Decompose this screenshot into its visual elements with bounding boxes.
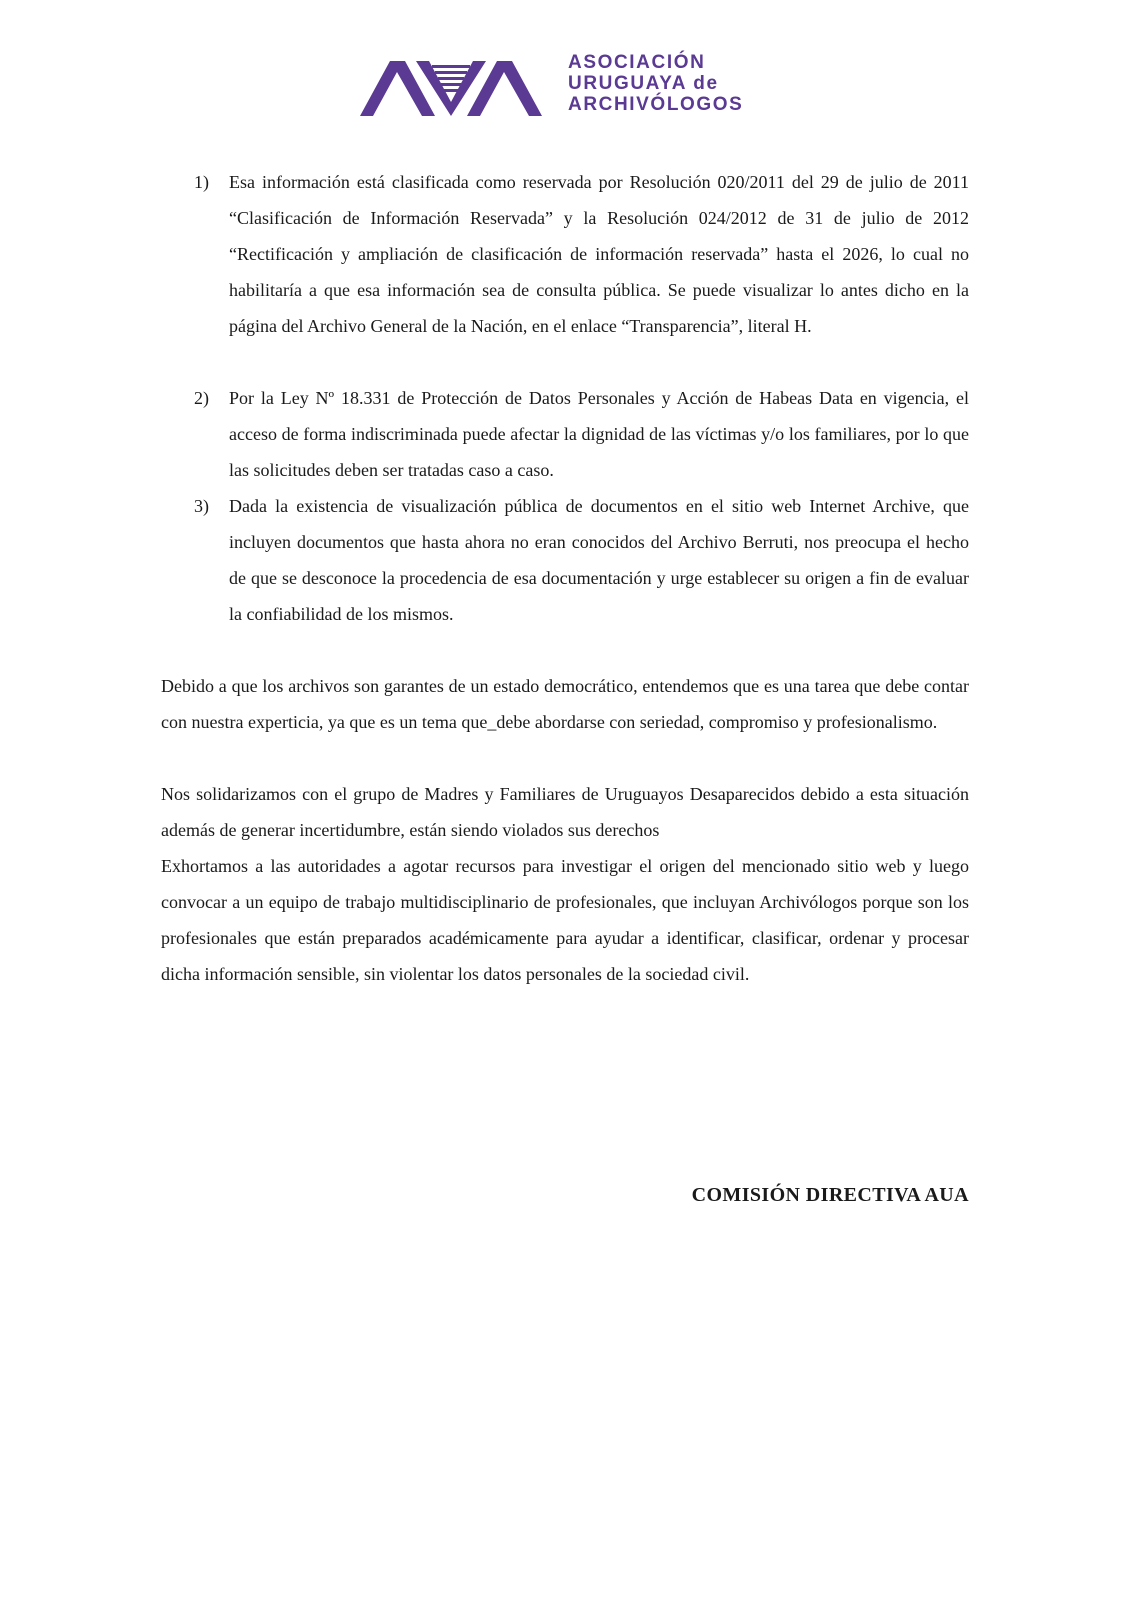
aua-logo-icon bbox=[360, 56, 542, 116]
list-item-number: 1) bbox=[194, 172, 209, 192]
document-body bbox=[161, 164, 969, 992]
org-name-line-1: ASOCIACIÓN bbox=[568, 52, 706, 73]
letterhead bbox=[360, 52, 744, 120]
org-name bbox=[568, 52, 743, 115]
list-item-number: 3) bbox=[194, 496, 209, 516]
spacer bbox=[161, 632, 969, 668]
spacer bbox=[161, 740, 969, 776]
list-item bbox=[161, 488, 969, 632]
org-name-line-3: ARCHIVÓLOGOS bbox=[568, 94, 744, 115]
list-item bbox=[161, 164, 969, 344]
list-item-text: Dada la existencia de visualización pública de documentos en el sitio web Internet Archive, que incluyen documentos que hasta ahora no eran conocidos del Archivo Berruti, nos preocupa el hecho de que se desconoce la procedencia de esa documentación y urge establecer su origen a fin de evaluar la confiabilidad de los mismos. bbox=[229, 496, 969, 624]
paragraph-exhortation: Exhortamos a las autoridades a agotar recursos para investigar el origen del mencionado sitio web y luego convocar a un equipo de trabajo multidisciplinario de profesionales, que incluyan Archivólogos porque son los profesionales que están preparados académicamente para ayudar a identificar, clasificar, ordenar y procesar dicha información sensible, sin violentar los datos personales de la sociedad civil. bbox=[161, 856, 969, 984]
list-item-text: Por la Ley Nº 18.331 de Protección de Datos Personales y Acción de Habeas Data en vigencia, el acceso de forma indiscriminada puede afectar la dignidad de las víctimas y/o los familiares, por lo que las solicitudes deben ser tratadas caso a caso. bbox=[229, 388, 969, 480]
signature: COMISIÓN DIRECTIVA AUA bbox=[691, 1184, 969, 1206]
spacer bbox=[161, 344, 969, 380]
list-item-text: Esa información está clasificada como reservada por Resolución 020/2011 del 29 de julio de 2011 “Clasificación de Información Reservada” y la Resolución 024/2012 de 31 de julio de 2012 “Rectificación y ampliación de clasificación de información reservada” hasta el 2026, lo cual no habilitaría a que esa información sea de consulta pública. Se puede visualizar lo antes dicho en la página del Archivo General de la Nación, en el enlace “Transparencia”, literal H. bbox=[229, 172, 969, 336]
list-item-number: 2) bbox=[194, 388, 209, 408]
paragraph-solidarity: Nos solidarizamos con el grupo de Madres y Familiares de Uruguayos Desaparecidos debido a esta situación además de generar incertidumbre, están siendo violados sus derechos bbox=[161, 784, 969, 840]
list-item bbox=[161, 380, 969, 488]
org-name-line-2: URUGUAYA de bbox=[568, 73, 719, 94]
paragraph-democratic-archives: Debido a que los archivos son garantes de un estado democrático, entendemos que es una tarea que debe contar con nuestra experticia, ya que es un tema que_debe abordarse con seriedad, compromiso y profesionalismo. bbox=[161, 676, 969, 732]
